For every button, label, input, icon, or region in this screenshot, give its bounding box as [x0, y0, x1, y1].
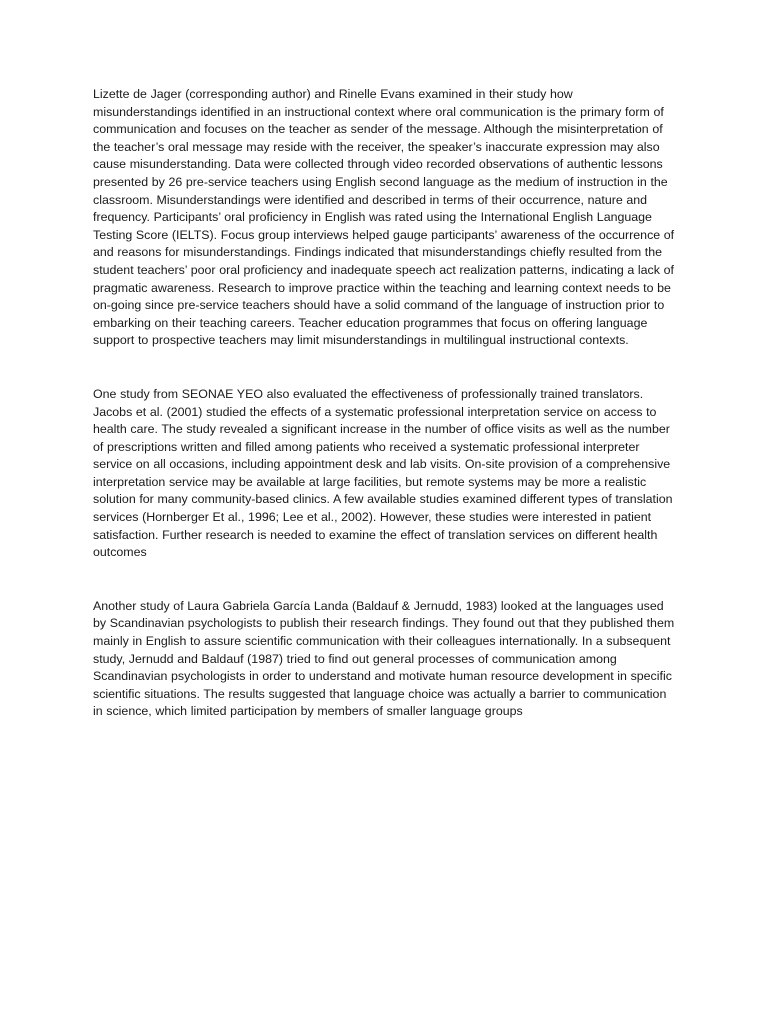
paragraph-1: Lizette de Jager (corresponding author) and Rinelle Evans examined in their study how misunderstandings identified in an instructional context where oral communication is the primary form of communication and focuses on the teacher as sender of the message. Although the misinterpretation of the teacher’s oral message may reside with the receiver, the speaker’s inaccurate expression may also cause misunderstanding. Data were collected through video recorded observations of authentic lessons presented by 26 pre-service teachers using English second language as the medium of instruction in the classroom. Misunderstandings were identified and described in terms of their occurrence, nature and frequency. Participants’ oral proficiency in English was rated using the International English Language Testing Score (IELTS). Focus group interviews helped gauge participants’ awareness of the occurrence of and reasons for misunderstandings. Findings indicated that misunderstandings chiefly resulted from the student teachers’ poor oral proficiency and inadequate speech act realization patterns, indicating a lack of pragmatic awareness. Research to improve practice within the teaching and learning context needs to be on-going since pre-service teachers should have a solid command of the language of instruction prior to embarking on their teaching careers. Teacher education programmes that focus on offering language support to prospective teachers may limit misunderstandings in multilingual instructional contexts. — [93, 87, 675, 348]
document-body — [93, 86, 677, 721]
paragraph-3: Another study of Laura Gabriela García Landa (Baldauf & Jernudd, 1983) looked at the languages used by Scandinavian psychologists to publish their research findings. They found out that they published them mainly in English to assure scientific communication with their colleagues internationally. In a subsequent study, Jernudd and Baldauf (1987) tried to find out general processes of communication among Scandinavian psychologists in order to understand and motivate human resource development in specific scientific situations. The results suggested that language choice was actually a barrier to communication in science, which limited participation by members of smaller language groups — [93, 598, 675, 719]
paragraph-2: One study from SEONAE YEO also evaluated the effectiveness of professionally trained translators. Jacobs et al. (2001) studied the effects of a systematic professional interpretation service on access to health care. The study revealed a significant increase in the number of office visits as well as the number of prescriptions written and filled among patients who received a systematic professional interpreter service on all occasions, including appointment desk and lab visits. On-site provision of a comprehensive interpretation service may be available at large facilities, but remote systems may be more a realistic solution for many community-based clinics. A few available studies examined different types of translation services (Hornberger Et al., 1996; Lee et al., 2002). However, these studies were interested in patient satisfaction. Further research is needed to examine the effect of translation services on different health outcomes — [93, 386, 673, 560]
